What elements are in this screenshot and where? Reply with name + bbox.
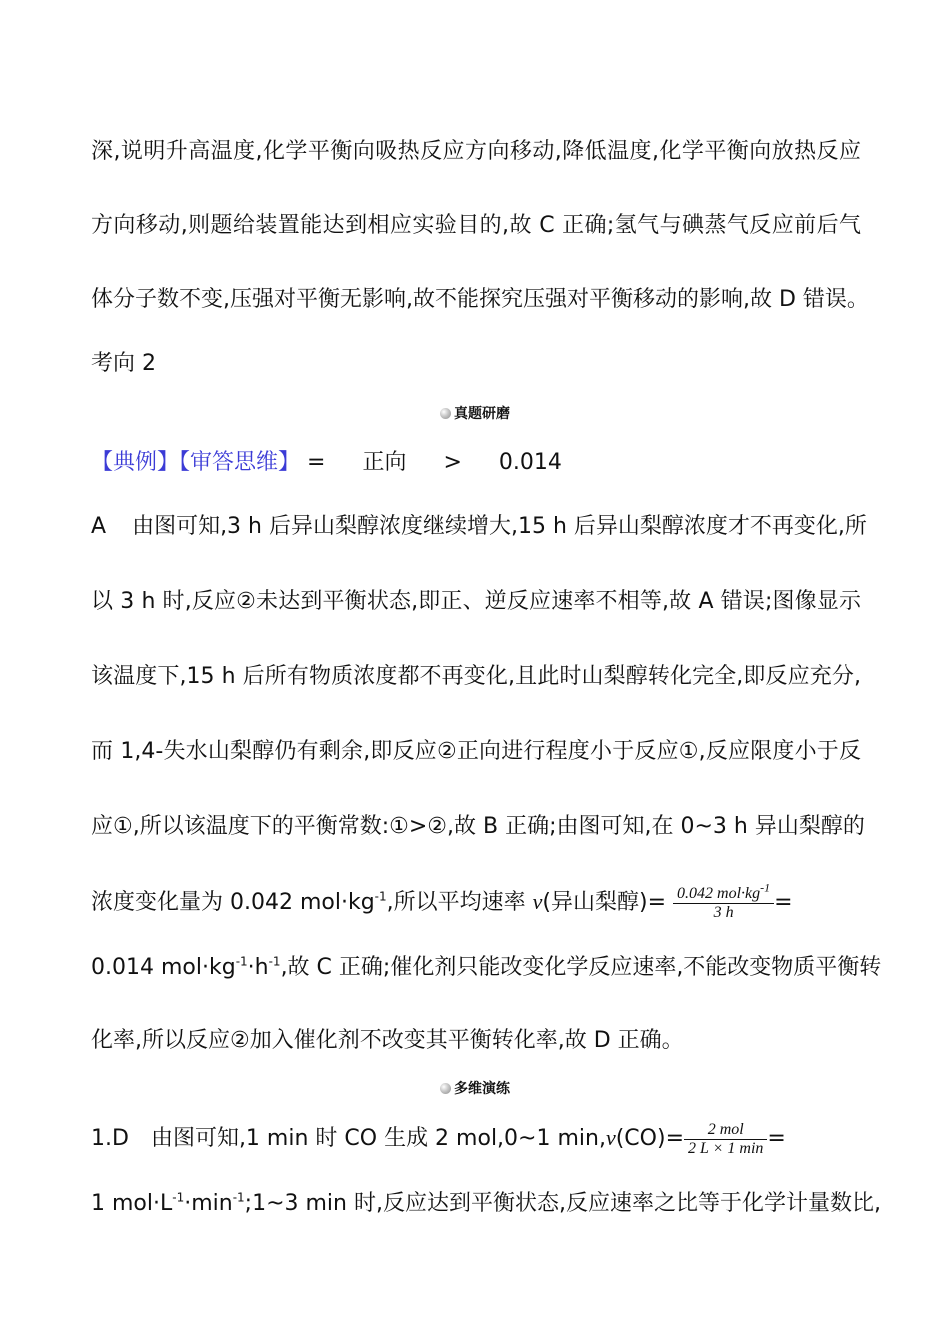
text-line: 该温度下,15 h 后所有物质浓度都不再变化,且此时山梨醇转化完全,即反应充分, [91,664,861,689]
answer-letter: A [91,514,107,539]
text-span: (CO)= [615,1126,684,1151]
answer-2: > [443,450,462,475]
thinking-tag: 【审答思维】 [179,450,301,475]
section-title-duowei [0,1078,950,1098]
text-span: ·h [247,955,269,980]
section-bullet-icon [440,1083,451,1094]
superscript: -1 [232,1190,245,1205]
text-line: 深,说明升高温度,化学平衡向吸热反应方向移动,降低温度,化学平衡向放热反应 [91,139,861,164]
text-line: 应①,所以该温度下的平衡常数:①>②,故 B 正确;由图可知,在 0~3 h 异山梨醇的 [91,814,865,839]
text-line: 而 1,4-失水山梨醇仍有剩余,即反应②正向进行程度小于反应①,反应限度小于反 [91,739,861,764]
example-tag: 【典例】 [91,450,180,475]
text-span: ;1~3 min 时,反应达到平衡状态,反应速率之比等于化学计量数比, [244,1191,881,1216]
section-bullet-icon [440,408,451,419]
section-heading-kaoxiang: 考向 2 [91,351,156,376]
section-title-text: 多维演练 [454,1081,510,1097]
fraction-denominator: 2 L × 1 min [688,1139,764,1157]
superscript: -1 [235,954,248,969]
text-line: 化率,所以反应②加入催化剂不改变其平衡转化率,故 D 正确。 [91,1028,684,1053]
answer-1: 正向 [362,450,407,475]
equals-sign: = [767,1126,786,1151]
text-span: 由图可知,1 min 时 CO 生成 2 mol,0~1 min, [150,1126,606,1151]
equals-sign: = [307,450,326,475]
text-span: 浓度变化量为 0.042 mol·kg [91,890,375,915]
question-number: 1.D [91,1126,129,1151]
text-line: 以 3 h 时,反应②未达到平衡状态,即正、逆反应速率不相等,故 A 错误;图像显示 [91,589,861,614]
fraction-denominator: 3 h [713,903,734,921]
fraction-numerator [673,880,774,904]
var-v: v [532,889,543,914]
text-span: ·min [184,1191,233,1216]
text-span: 0.014 mol·kg [91,955,236,980]
text-span: ,所以平均速率 [386,890,533,915]
text-line [91,512,867,542]
text-span: 1 mol·L [91,1191,173,1216]
answer-3: 0.014 [498,450,562,475]
rate-formula-line [91,880,861,922]
var-v: v [605,1125,616,1150]
numerator-text: 0.042 mol·kg [677,884,761,902]
example-answer-line [91,448,861,478]
text-line [91,953,882,983]
fraction-numerator: 2 mol [684,1121,767,1140]
text-span: 由图可知,3 h 后异山梨醇浓度继续增大,15 h 后异山梨醇浓度才不再变化,所 [132,514,867,539]
rate-fraction [673,880,774,922]
superscript: -1 [760,880,771,895]
equals-sign: = [774,890,793,915]
superscript: -1 [268,954,281,969]
rate-formula-line [91,1120,861,1158]
text-span: ,故 C 正确;催化剂只能改变化学反应速率,不能改变物质平衡转 [280,955,882,980]
section-title-zhenti [0,403,950,423]
text-line: 体分子数不变,压强对平衡无影响,故不能探究压强对平衡移动的影响,故 D 错误。 [91,287,869,312]
text-line [91,1189,881,1219]
text-span: (异山梨醇)= [542,890,667,915]
text-line: 方向移动,则题给装置能达到相应实验目的,故 C 正确;氢气与碘蒸气反应前后气 [91,213,861,238]
rate-fraction [684,1121,767,1158]
superscript: -1 [172,1190,185,1205]
section-title-text: 真题研磨 [454,406,510,422]
superscript: -1 [374,889,387,904]
